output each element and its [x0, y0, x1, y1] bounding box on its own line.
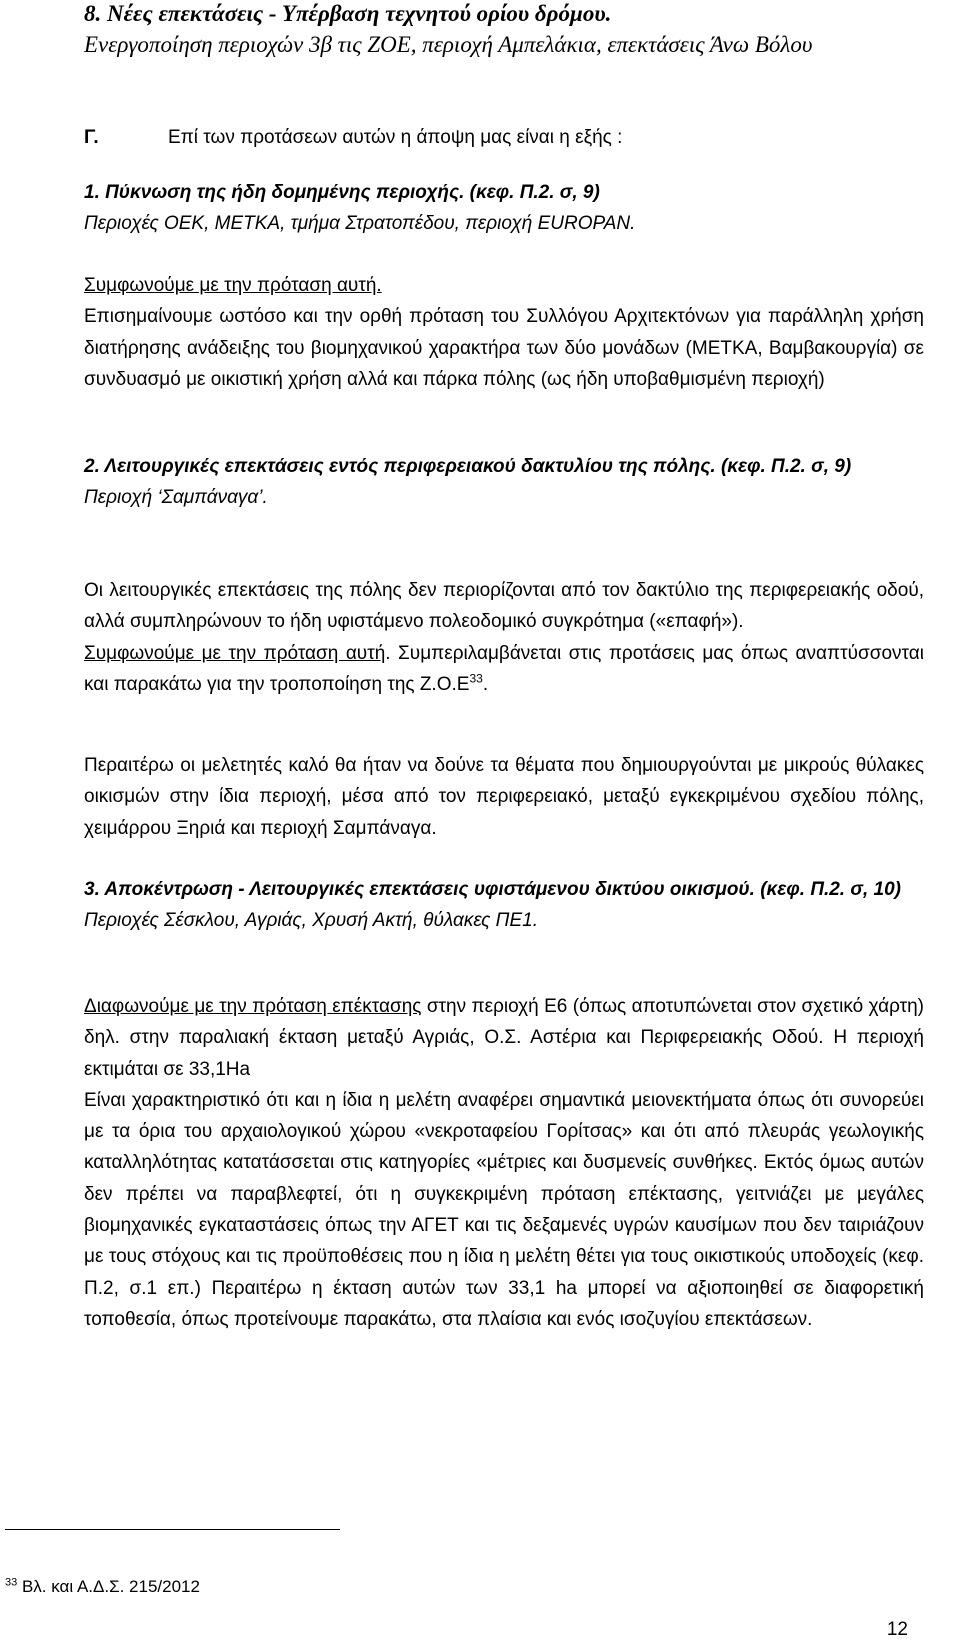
item-2-agree-paragraph — [84, 638, 924, 701]
item-2 — [84, 451, 924, 514]
footnote — [5, 1576, 200, 1598]
item-3-heading: 3. Αποκέντρωση - Λειτουργικές επεκτάσεις υφιστάμενου δικτύου οικισμού. (κεφ. Π.2. σ, 10) — [84, 879, 901, 900]
item-3-body: Είναι χαρακτηριστικό ότι και η ίδια η μελέτη αναφέρει σημαντικά μειονεκτήματα όπως ότι συνορεύει με τα όρια του αρχαιολογικού χώρου «νεκροταφείου Γορίτσας» και ότι από πλευράς γεωλογικής καταλληλότητας κατατάσσεται στις κατηγορίες «μέτριες και δυσμενείς συνθήκες. Εκτός όμως αυτών δεν πρέπει να παραβλεφτεί, ότι η συγκεκριμένη πρόταση επέκτασης, γειτνιάζει με μεγάλες βιομηχανικές εγκαταστάσεις όπως την ΑΓΕΤ και τις δεξαμενές υγρών καυσίμων που δεν ταιριάζουν με τους στόχους και τις προϋποθέσεις που η ίδια η μελέτη θέτει για τους οικιστικούς υποδοχείς (κεφ. Π.2, σ.1 επ.) Περαιτέρω η έκταση αυτών των 33,1 ha μπορεί να αξιοποιηθεί σε διαφορετική τοποθεσία, όπως προτείνουμε παρακάτω, στα πλαίσια και ενός ισοζυγίου επεκτάσεων. — [84, 1089, 924, 1330]
item-2-agree-rest: . Συμπεριλαμβάνεται στις προτάσεις μας όπως αναπτύσσονται και παρακάτω για την τροποποίηση της Ζ.Ο.Ε — [84, 642, 924, 695]
item-1-text — [84, 270, 924, 395]
item-3-text — [84, 991, 924, 1335]
item-2-further: Περαιτέρω οι μελετητές καλό θα ήταν να δούνε τα θέματα που δημιουργούνται με μικρούς θύλακες οικισμών στην ίδια περιοχή, μέσα από τον περιφερειακό, μεταξύ εγκεκριμένου σχεδίου πόλης, χειμάρρου Ξηριά και περιοχή Σαμπάναγα. — [84, 755, 924, 839]
item-2-agree-end: . — [482, 673, 489, 695]
item-1 — [84, 177, 924, 240]
item-3-disagree: Διαφωνούμε με την πρόταση επέκτασης — [84, 996, 422, 1017]
section-8-subtitle: Ενεργοποίηση περιοχών 3β τις ΖΟΕ, περιοχή Αμπελάκια, επεκτάσεις Άνω Βόλου — [84, 32, 813, 57]
item-3-disagree-rest: στην περιοχή Ε6 (όπως αποτυπώνεται στον σχετικό χάρτη) δηλ. στην παραλιακή έκταση μεταξύ Αγριάς, Ο.Σ. Αστέρια και Περιφερειακής Οδού. Η περιοχή εκτιμάται σε 33,1Ηa — [84, 996, 925, 1080]
item-1-areas: Περιοχές ΟΕΚ, ΜΕΤΚΑ, τμήμα Στρατοπέδου, περιοχή EUROPAN. — [84, 213, 636, 235]
item-2-text — [84, 575, 924, 700]
item-1-agree: Συμφωνούμε με την πρόταση αυτή. — [84, 275, 382, 296]
footnote-text: Βλ. και Α.Δ.Σ. 215/2012 — [17, 1577, 200, 1596]
footnote-number: 33 — [5, 1576, 18, 1589]
footnote-separator — [5, 1529, 340, 1530]
item-2-heading: 2. Λειτουργικές επεκτάσεις εντός περιφερειακού δακτυλίου της πόλης. (κεφ. Π.2. σ, 9) — [84, 456, 852, 477]
section-8-title: 8. Νέες επεκτάσεις - Υπέρβαση τεχνητού ορίου δρόμου. — [84, 1, 612, 26]
section-letter: Γ. — [84, 127, 99, 148]
item-2-agree: Συμφωνούμε με την πρόταση αυτή — [84, 642, 386, 664]
item-3-disagree-paragraph — [84, 991, 924, 1085]
page-number: 12 — [886, 1619, 908, 1640]
item-3 — [84, 874, 924, 937]
item-3-areas: Περιοχές Σέσκλου, Αγριάς, Χρυσή Ακτή, θύλακες ΠΕ1. — [84, 910, 538, 932]
item-2-body: Οι λειτουργικές επεκτάσεις της πόλης δεν περιορίζονται από τον δακτύλιο της περιφερειακής οδού, αλλά συμπληρώνουν το ήδη υφιστάμενο πολεοδομικό συγκρότημα («επαφή»). — [84, 580, 924, 633]
item-1-body: Επισημαίνουμε ωστόσο και την ορθή πρόταση του Συλλόγου Αρχιτεκτόνων για παράλληλη χρήση διατήρησης ανάδειξης του βιομηχανικού χαρακτήρα των δύο μονάδων (ΜΕΤΚΑ, Βαμβακουργία) σε συνδυασμό με οικιστική χρήση αλλά και πάρκα πόλης (ως ήδη υποβαθμισμένη περιοχή) — [84, 306, 924, 390]
section-intro: Επί των προτάσεων αυτών η άποψη μας είναι η εξής : — [168, 127, 623, 148]
footnote-reference[interactable]: 33 — [469, 671, 483, 686]
section-8-heading — [84, 0, 924, 60]
item-2-area: Περιοχή ‘Σαμπάναγα’. — [84, 487, 268, 509]
item-1-heading: 1. Πύκνωση της ήδη δομημένης περιοχής. (κεφ. Π.2. σ, 9) — [84, 182, 600, 203]
